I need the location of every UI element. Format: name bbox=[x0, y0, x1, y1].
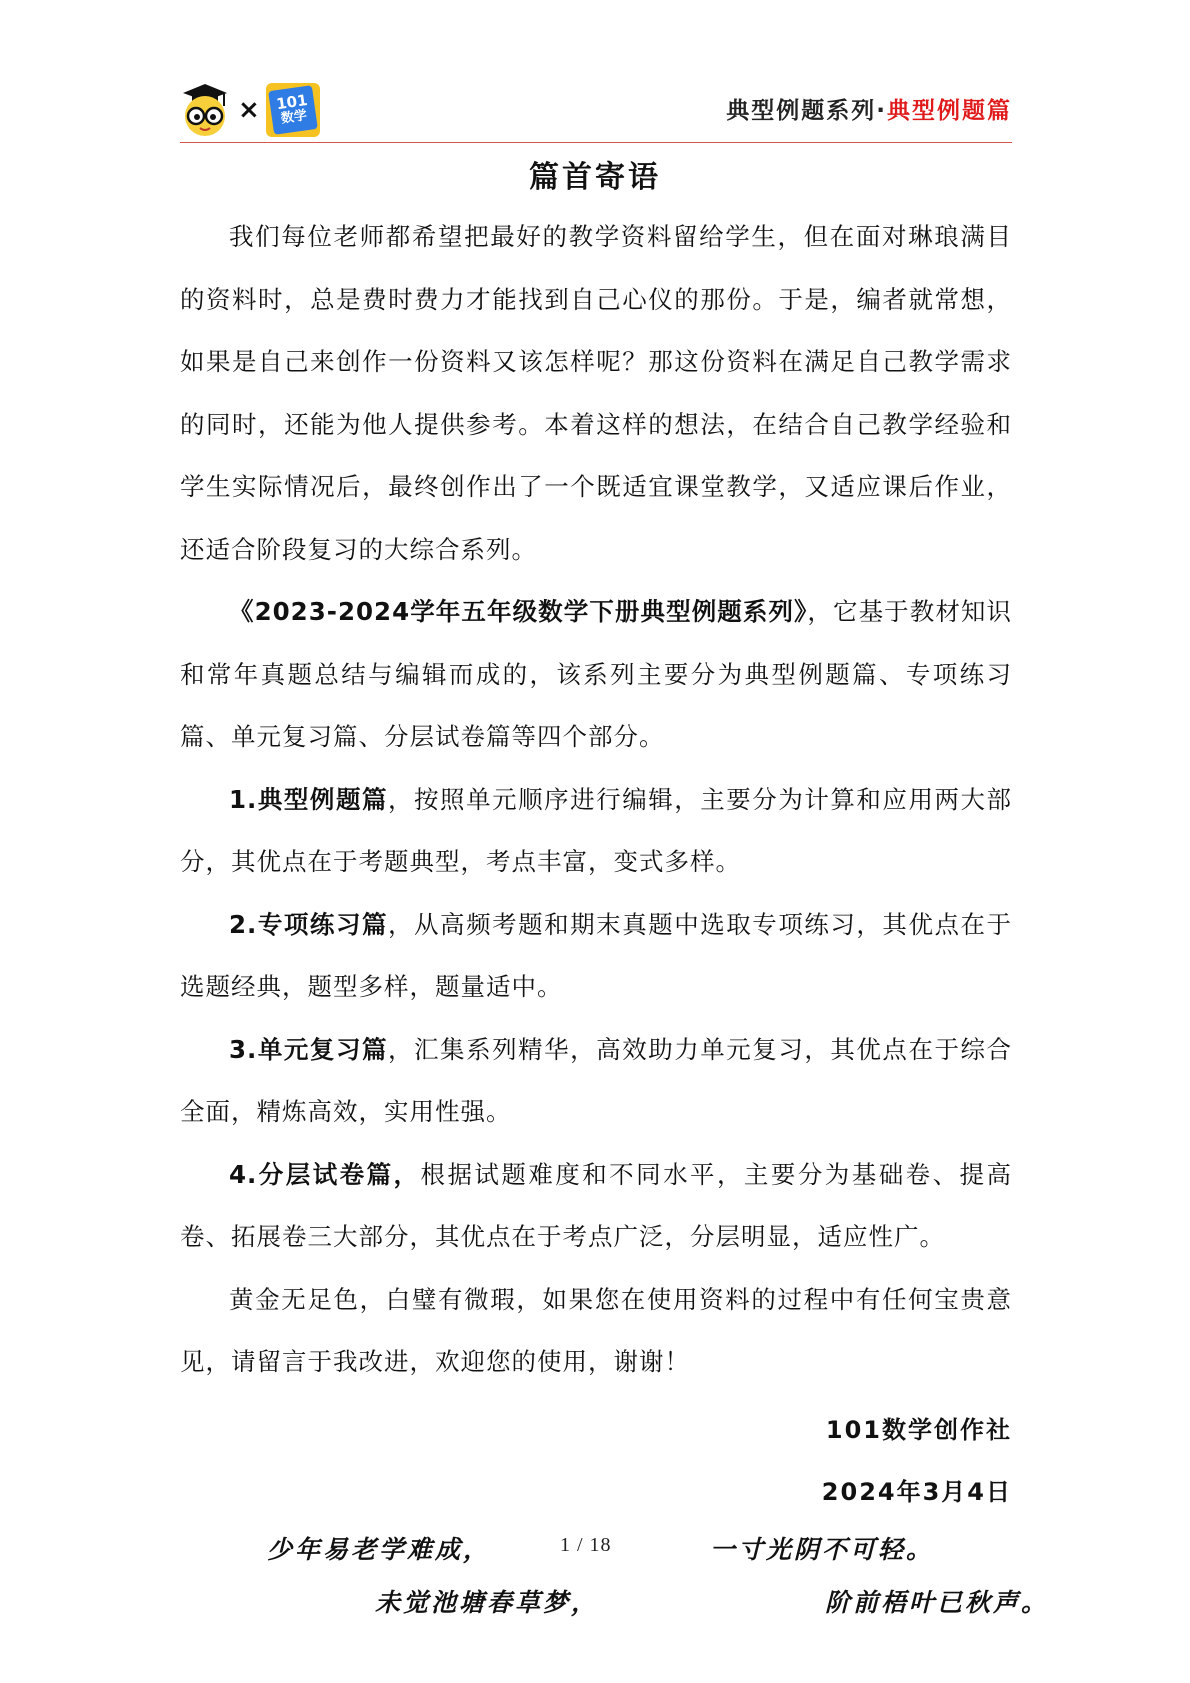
page-header bbox=[180, 78, 1012, 140]
page-number: 1 / 18 bbox=[560, 1534, 612, 1556]
paragraph-part-4: 4.分层试卷篇，根据试题难度和不同水平，主要分为基础卷、提高卷、拓展卷三大部分，其优点在于考点广泛，分层明显，适应性广。 bbox=[180, 1159, 1012, 1251]
brand-logo-text: 数学 bbox=[279, 108, 308, 127]
part-2-title: 2.专项练习篇 bbox=[229, 909, 388, 939]
paragraph-part-1: 1.典型例题篇，按照单元顺序进行编辑，主要分为计算和应用两大部分，其优点在于考题典型，考点丰富，变式多样。 bbox=[180, 784, 1013, 876]
paragraph-intro: 我们每位老师都希望把最好的教学资料留给学生，但在面对琳琅满目的资料时，总是费时费力才能找到自己心仪的那份。于是，编者就常想，如果是自己来创作一份资料又该怎样呢？那这份资料在满足自己教学需求的同时，还能为他人提供参考。本着这样的想法，在结合自己教学经验和学生实际情况后，最终创作出了一个既适宜课堂教学，又适应课后作业，还适合阶段复习的大综合系列。 bbox=[180, 222, 1012, 564]
paragraph-part-2: 2.专项练习篇，从高频考题和期末真题中选取专项练习，其优点在于选题经典，题型多样，题量适中。 bbox=[180, 909, 1013, 1001]
owl-mascot-icon bbox=[180, 82, 230, 138]
part-4-title: 4.分层试卷篇， bbox=[229, 1159, 421, 1189]
series-name: 《2023-2024学年五年级数学下册典型例题系列》 bbox=[229, 597, 808, 626]
signature-author: 101数学创作社 bbox=[825, 1416, 1012, 1444]
series-title bbox=[726, 92, 1012, 125]
footer-poem-line-2-right: 阶前梧叶已秋声。 bbox=[825, 1588, 1050, 1617]
series-title-section: 典型例题篇 bbox=[887, 98, 1012, 124]
brand-logo-number: 101 bbox=[274, 90, 309, 114]
footer-poem-line-1-left: 少年易老学难成， bbox=[267, 1535, 492, 1564]
preface-body bbox=[180, 206, 1012, 1394]
part-1-title: 1.典型例题篇 bbox=[229, 784, 388, 814]
footer-poem-line-1-right: 一寸光阴不可轻。 bbox=[710, 1535, 935, 1564]
signature-date: 2024年3月4日 bbox=[821, 1478, 1012, 1506]
series-title-main: 典型例题系列· bbox=[726, 98, 887, 124]
paragraph-closing: 黄金无足色，白璧有微瑕，如果您在使用资料的过程中有任何宝贵意见，请留言于我改进，欢迎您的使用，谢谢！ bbox=[180, 1284, 1012, 1376]
header-divider bbox=[180, 142, 1012, 143]
logo-group bbox=[180, 82, 320, 138]
paragraph-series: 《2023-2024学年五年级数学下册典型例题系列》，它基于教材知识和常年真题总结与编辑而成的，该系列主要分为典型例题篇、专项练习篇、单元复习篇、分层试卷篇等四个部分。 bbox=[180, 597, 1013, 751]
footer-poem-line-2-left: 未觉池塘春草梦， bbox=[375, 1588, 600, 1617]
paragraph-part-3: 3.单元复习篇，汇集系列精华，高效助力单元复习，其优点在于综合全面，精炼高效，实用性强。 bbox=[180, 1034, 1013, 1126]
part-3-title: 3.单元复习篇 bbox=[229, 1034, 388, 1064]
cross-symbol: × bbox=[238, 95, 260, 125]
brand-logo-icon bbox=[266, 83, 320, 137]
page-title: 篇首寄语 bbox=[529, 160, 661, 195]
